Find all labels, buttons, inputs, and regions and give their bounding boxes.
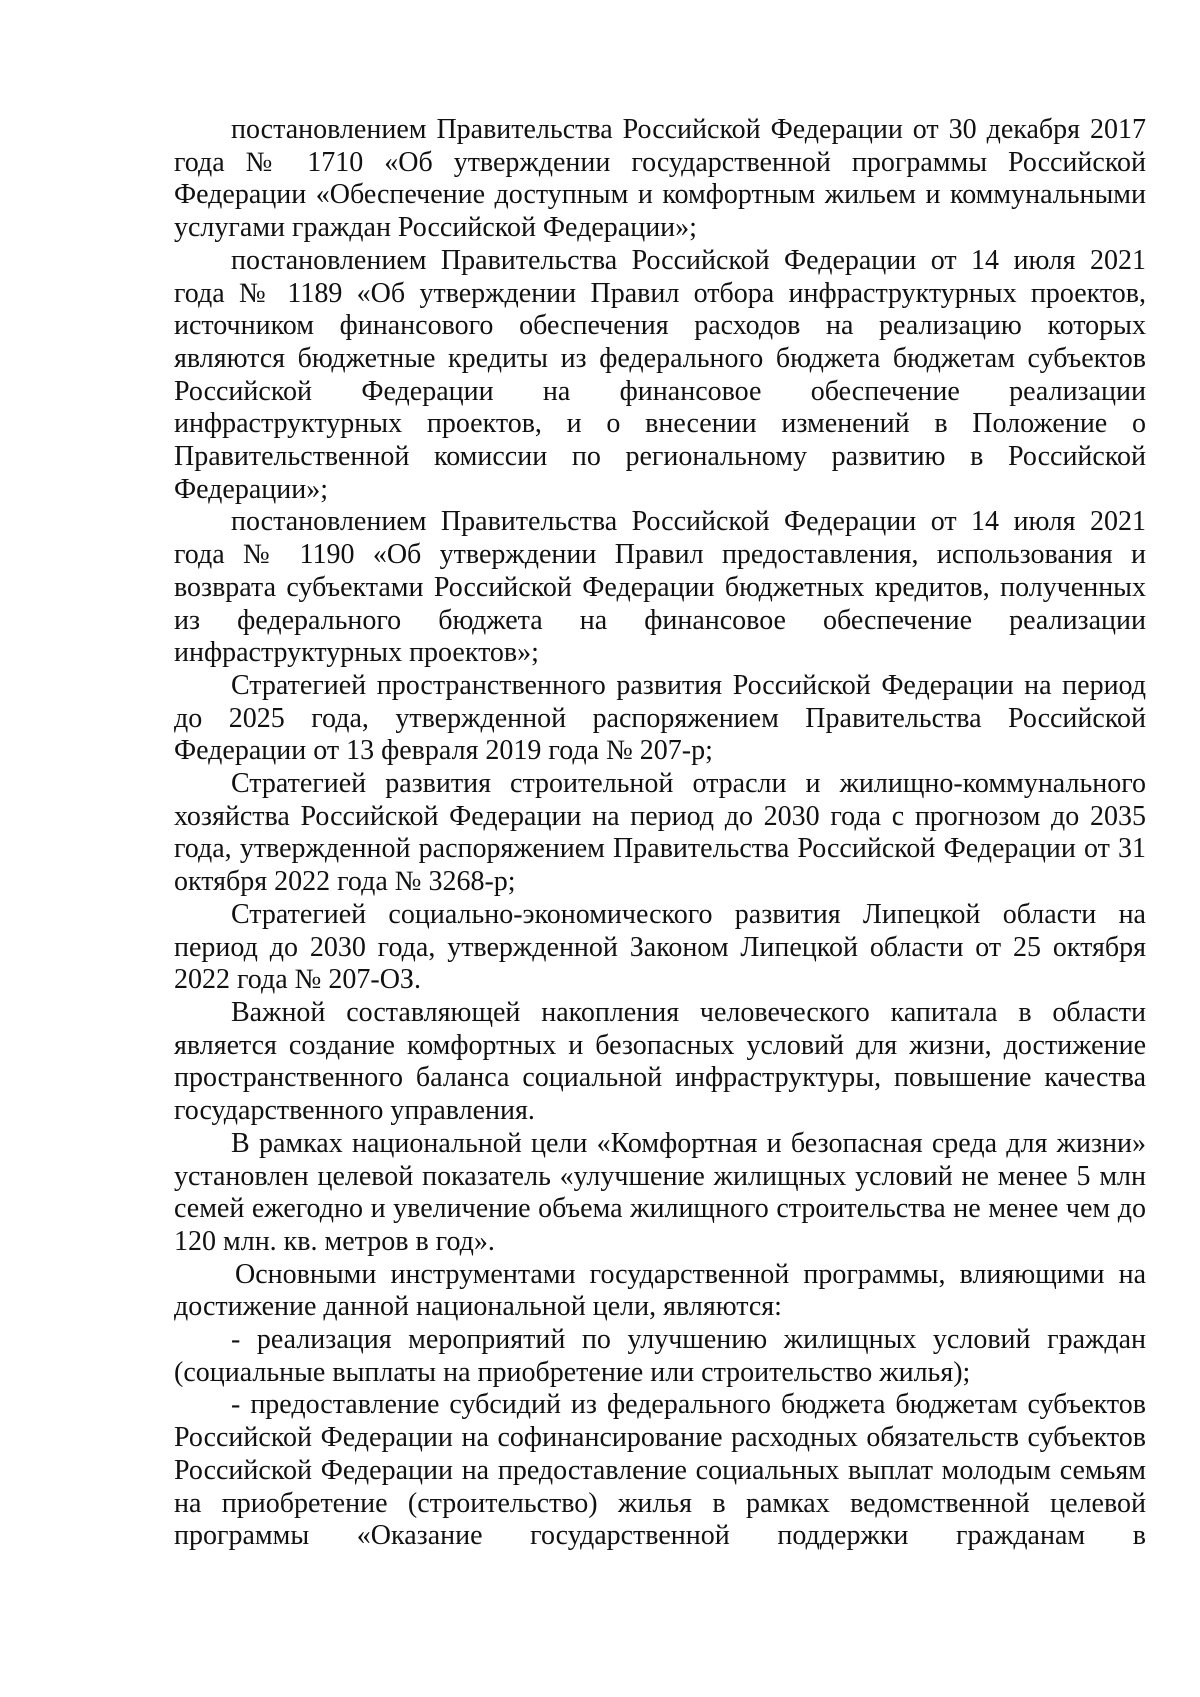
paragraph-lipetsk-strategy: Стратегией социально-экономического развития Липецкой области на период до 2030 года, утвержденной Законом Липецкой области от 25 октября 2022 года № 207-ОЗ. [174,898,1146,996]
paragraph-decree-1710: постановлением Правительства Российской Федерации от 30 декабря 2017 года № 1710 «Об утверждении государственной программы Российской Федерации «Обеспечение доступным и комфортным жильем и коммунальными услугами граждан Российской Федерации»; [174,114,1146,244]
paragraph-main-instruments: Основными инструментами государственной программы, влияющими на достижение данной национальной цели, являются: [174,1258,1146,1323]
document-page [174,114,1146,1553]
paragraph-construction-strategy: Стратегией развития строительной отрасли и жилищно-коммунального хозяйства Российской Федерации на период до 2030 года с прогнозом до 2035 года, утвержденной распоряжением Правительства Российской Федерации от 31 октября 2022 года № 3268-р; [174,768,1146,898]
paragraph-decree-1190: постановлением Правительства Российской Федерации от 14 июля 2021 года № 1190 «Об утверждении Правил предоставления, использования и возврата субъектами Российской Федерации бюджетных кредитов, полученных из федерального бюджета на финансовое обеспечение реализации инфраструктурных проектов»; [174,506,1146,669]
paragraph-national-goal: В рамках национальной цели «Комфортная и безопасная среда для жизни» установлен целевой показатель «улучшение жилищных условий не менее 5 млн семей ежегодно и увеличение объема жилищного строительства не менее чем до 120 млн. кв. метров в год». [174,1127,1146,1257]
paragraph-human-capital: Важной составляющей накопления человеческого капитала в области является создание комфортных и безопасных условий для жизни, достижение пространственного баланса социальной инфраструктуры, повышение качества государственного управления. [174,996,1146,1127]
list-item-subsidies: - предоставление субсидий из федерального бюджета бюджетам субъектов Российской Федерации на софинансирование расходных обязательств субъектов Российской Федерации на предоставление социальных выплат молодым семьям на приобретение (строительство) жилья в рамках ведомственной целевой программы «Оказание государственной поддержки гражданам в [174,1389,1146,1552]
list-item-housing-measures: - реализация мероприятий по улучшению жилищных условий граждан (социальные выплаты на приобретение или строительство жилья); [174,1324,1146,1388]
paragraph-decree-1189: постановлением Правительства Российской Федерации от 14 июля 2021 года № 1189 «Об утверждении Правил отбора инфраструктурных проектов, источником финансового обеспечения расходов на реализацию которых являются бюджетные кредиты из федерального бюджета бюджетам субъектов Российской Федерации на финансовое обеспечение реализации инфраструктурных проектов, и о внесении изменений в Положение о Правительственной комиссии по региональному развитию в Российской Федерации»; [174,244,1146,505]
paragraph-spatial-strategy: Стратегией пространственного развития Российской Федерации на период до 2025 года, утвержденной распоряжением Правительства Российской Федерации от 13 февраля 2019 года № 207-р; [174,669,1146,767]
